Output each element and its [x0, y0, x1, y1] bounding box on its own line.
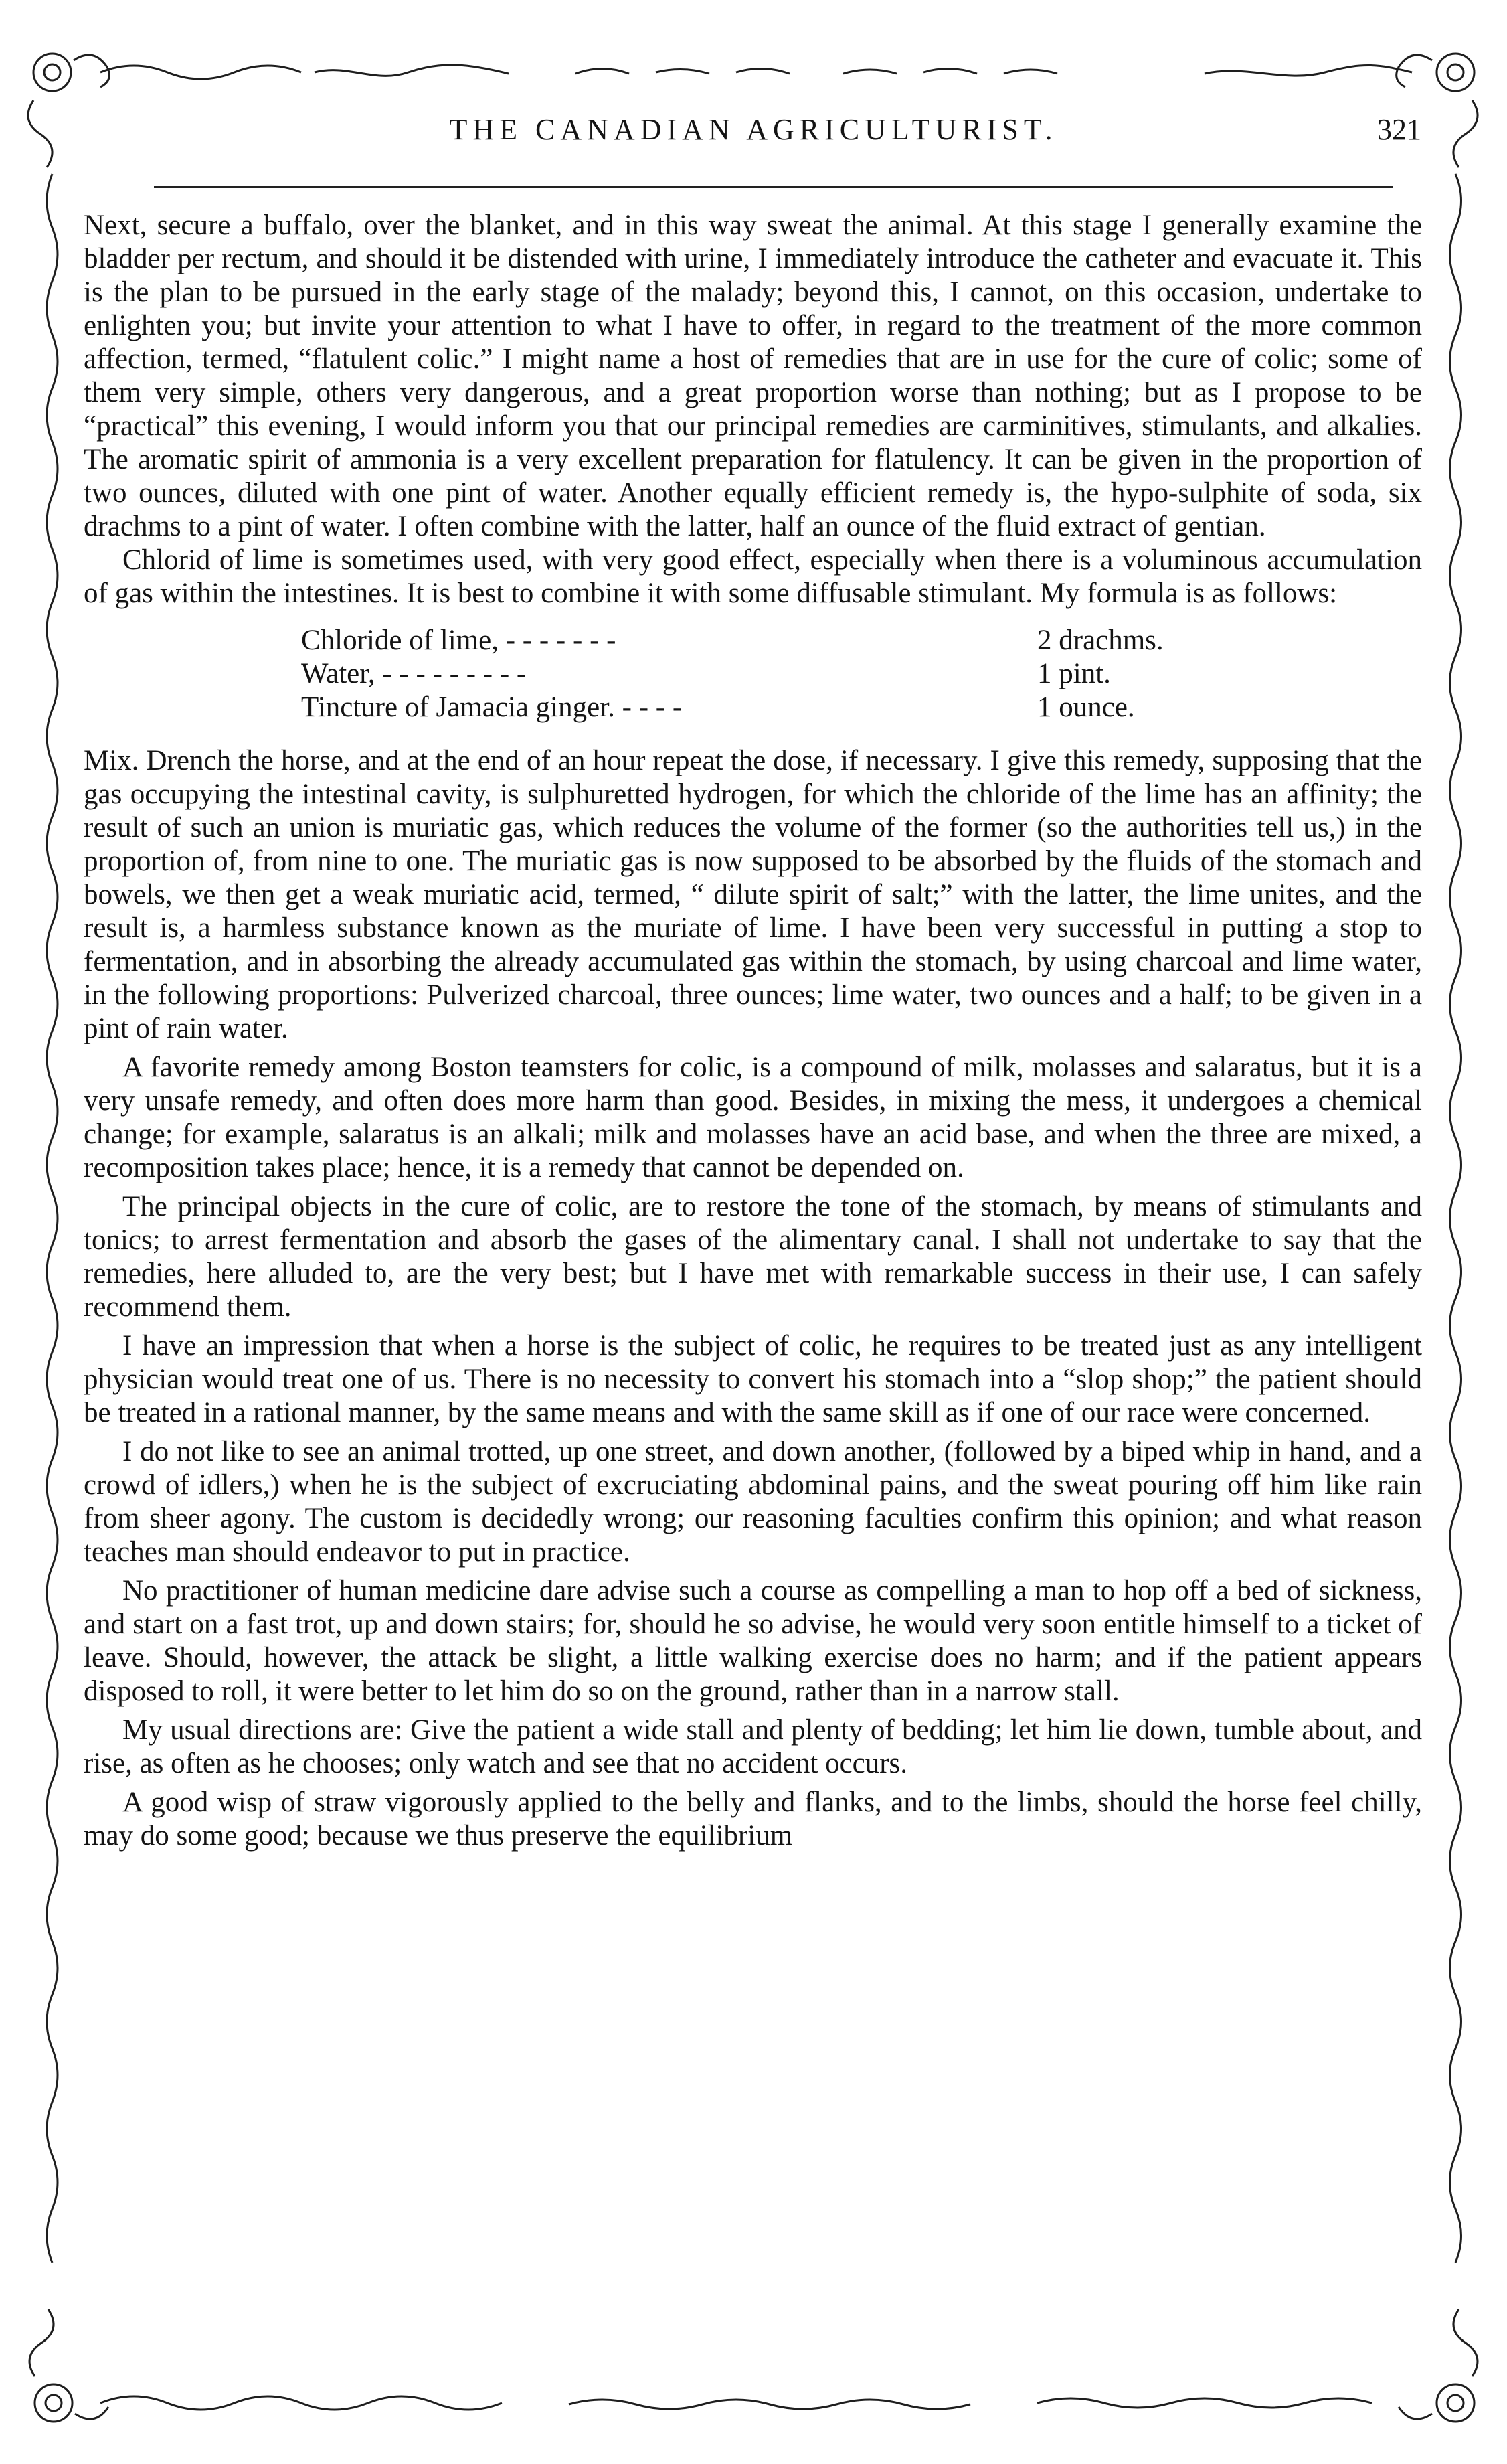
paragraph: A favorite remedy among Boston teamsters for colic, is a compound of milk, molasses and salaratus, but it is a very unsafe remedy, and often does more harm than good. Besides, in mixing the mess, it undergoes a chemical change; for example, salaratus is an alkali; milk and molasses have an acid base, and when the three are mixed, a recomposition takes place; hence, it is a remedy that cannot be depended on. — [84, 1052, 1422, 1183]
running-title: THE CANADIAN AGRICULTURIST. — [449, 113, 1058, 146]
page-number: 321 — [1377, 113, 1421, 146]
paragraph: My usual directions are: Give the patient a wide stall and plenty of bedding; let him lie down, tumble about, and rise, as often as he chooses; only watch and see that no accident occurs. — [84, 1714, 1422, 1779]
corner-ornament-bottom-left — [29, 2309, 108, 2422]
recipe-row — [301, 657, 1305, 691]
ingredient-name: Chloride of lime, - - - - - - - — [301, 625, 616, 656]
paragraph: I have an impression that when a horse is the subject of colic, he requires to be treated just as any intelligent physician would treat one of us. There is no necessity to convert his stomach into a “slop shop;” the patient should be treated in a rational manner, by the same means and with the same skill as if one of our race were concerned. — [84, 1330, 1422, 1428]
paragraph: Mix. Drench the horse, and at the end of an hour repeat the dose, if necessary. I give this remedy, supposing that the gas occupying the intestinal cavity, is sulphuretted hydrogen, for which the chloride of the lime has an affinity; the result of such an union is muriatic gas, which reduces the volume of the former (so the authorities tell us,) in the proportion of, from nine to one. The muriatic gas is now supposed to be absorbed by the fluids of the stomach and bowels, we then get a weak muriatic acid, termed, “ dilute spirit of salt;” with the latter, the lime unites, and the result is, a harmless substance known as the muriate of lime. I have been very successful in putting a stop to fermentation, and in absorbing the already accumulated gas within the stomach, by using charcoal and lime water, in the following proportions: Pulverized charcoal, three ounces; lime water, two ounces and a half; to be given in a pint of rain water. — [84, 745, 1422, 1044]
paragraph: A good wisp of straw vigorously applied to the belly and flanks, and to the limbs, should the horse feel chilly, may do some good; because we thus preserve the equilibrium — [84, 1787, 1422, 1852]
ingredient-quantity: 2 drachms. — [1037, 625, 1164, 656]
recipe-row — [301, 624, 1305, 657]
paragraph: The principal objects in the cure of colic, are to restore the tone of the stomach, by means of stimulants and tonics; to arrest fermentation and absorb the gases of the alimentary canal. I shall not undertake to say that the remedies, here alluded to, are the very best; but I have met with remarkable success in their use, I can safely recommend them. — [84, 1191, 1422, 1323]
paragraph: Next, secure a buffalo, over the blanket, and in this way sweat the animal. At this stage I generally examine the bladder per rectum, and should it be distended with urine, I immediately introduce the catheter and evacuate it. This is the plan to be pursued in the early stage of the malady; beyond this, I cannot, on this occasion, undertake to enlighten you; but invite your attention to what I have to offer, in regard to the treatment of the more common affection, termed, “flatulent colic.” I might name a host of remedies that are in use for the cure of colic; some of them very simple, others very dangerous, and a great proportion worse than nothing; but as I propose to be “practical” this evening, I would inform you that our principal remedies are carminitives, stimulants, and alkalies. The aromatic spirit of ammonia is a very excellent preparation for flatulency. It can be given in the proportion of two ounces, diluted with one pint of water. Another equally efficient remedy is, the hypo-sulphite of soda, six drachms to a pint of water. I often combine with the latter, half an ounce of the fluid extract of gentian. — [84, 210, 1422, 542]
ingredient-name: Tincture of Jamacia ginger. - - - - — [301, 691, 683, 723]
paragraph: I do not like to see an animal trotted, up one street, and down another, (followed by a biped whip in hand, and a crowd of idlers,) when he is the subject of excruciating abdominal pains, and the sweat pouring off him like rain from sheer agony. The custom is decidedly wrong; our reasoning faculties confirm this opinion; and what reason teaches man should endeavor to put in practice. — [84, 1436, 1422, 1568]
article-body — [84, 209, 1422, 1853]
recipe-row — [301, 691, 1305, 724]
ingredient-quantity: 1 ounce. — [1037, 691, 1135, 723]
corner-ornament-bottom-right — [1399, 2309, 1478, 2422]
recipe-formula — [301, 624, 1305, 724]
header-rule — [154, 186, 1393, 188]
page-header — [72, 112, 1435, 159]
paragraph: Chlorid of lime is sometimes used, with very good effect, especially when there is a voluminous accumulation of gas within the intestines. It is best to combine it with some diffusable stimulant. My formula is as follows: — [84, 544, 1422, 609]
ingredient-name: Water, - - - - - - - - - — [301, 658, 527, 689]
paragraph: No practitioner of human medicine dare advise such a course as compelling a man to hop off a bed of sickness, and start on a fast trot, up and down stairs; for, should he so advise, he would very soon entitle himself to a ticket of leave. Should, however, the attack be slight, a little walking exercise does no harm; and if the patient appears disposed to roll, it were better to let him do so on the ground, rather than in a narrow stall. — [84, 1575, 1422, 1707]
ingredient-quantity: 1 pint. — [1037, 658, 1111, 689]
